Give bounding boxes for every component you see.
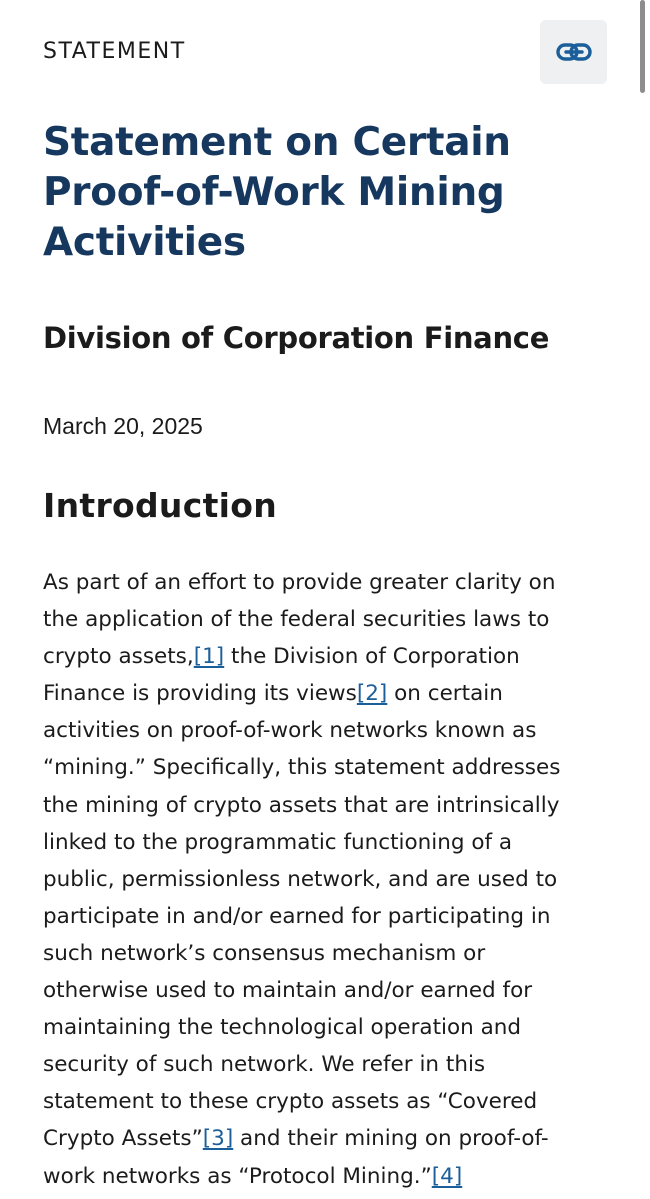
paragraph-line: [43, 1120, 613, 1157]
paragraph-line: As part of an effort to provide greater clarity on: [43, 570, 556, 595]
copy-link-button[interactable]: [540, 20, 607, 84]
publication-date: March 20, 2025: [43, 413, 203, 439]
paragraph-line: the application of the federal securities laws to: [43, 607, 550, 633]
text-run: Finance is providing its views: [43, 681, 357, 707]
paragraph-line: security of such network. We refer in this: [43, 1052, 486, 1078]
title-line: Activities: [43, 220, 246, 265]
paragraph-line: activities on proof-of-work networks known as: [43, 718, 537, 744]
paragraph-line: “mining.” Specifically, this statement addresses: [43, 755, 561, 781]
paragraph-line: statement to these crypto assets as “Covered: [43, 1089, 538, 1115]
paragraph-line: public, permissionless network, and are used to: [43, 866, 558, 892]
footnote-link-4[interactable]: [4]: [431, 1163, 463, 1189]
footnote-link-3[interactable]: [3]: [202, 1126, 234, 1152]
paragraph-line: linked to the programmatic functioning of a: [43, 829, 513, 855]
footnote-link-2[interactable]: [2]: [356, 681, 388, 707]
text-run: Crypto Assets”: [43, 1126, 203, 1152]
text-run: work networks as “Protocol Mining.”: [43, 1163, 432, 1189]
paragraph-line: the mining of crypto assets that are intrinsically: [43, 792, 560, 818]
title-line: Statement on Certain: [43, 120, 511, 165]
paragraph-line: maintaining the technological operation and: [43, 1015, 522, 1041]
footnote-link-1[interactable]: [1]: [193, 644, 225, 670]
section-heading-introduction: Introduction: [43, 486, 278, 525]
introduction-paragraph: [43, 564, 613, 1195]
content-type-label: STATEMENT: [43, 39, 186, 64]
text-run: on certain: [387, 681, 503, 707]
paragraph-line: [43, 638, 613, 675]
paragraph-line: such network’s consensus mechanism or: [43, 940, 486, 966]
paragraph-line: [43, 1158, 613, 1195]
link-icon: [556, 42, 592, 62]
scrollbar-thumb[interactable]: [640, 0, 645, 93]
division-name: Division of Corporation Finance: [43, 321, 550, 355]
text-run: crypto assets,: [43, 644, 194, 670]
text-run: the Division of Corporation: [224, 644, 520, 670]
paragraph-line: [43, 675, 613, 712]
text-run: and their mining on proof-of-: [233, 1126, 549, 1152]
paragraph-line: participate in and/or earned for participating in: [43, 903, 551, 929]
title-line: Proof-of-Work Mining: [43, 170, 505, 215]
page-title: [43, 118, 603, 268]
paragraph-line: otherwise used to maintain and/or earned for: [43, 978, 533, 1004]
